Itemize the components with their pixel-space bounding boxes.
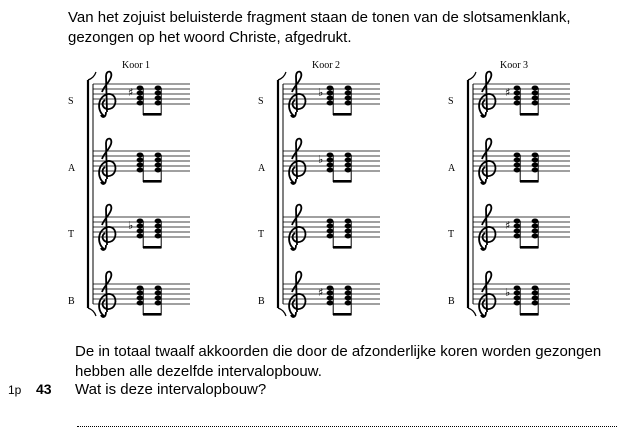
accidental-icon: ♯ (128, 86, 134, 99)
context-line-1: De in totaal twaalf akkoorden die door de afzonderlijke koren worden gezongen (75, 343, 602, 360)
voice-label-b-2: B (258, 296, 265, 307)
accidental-icon: ♯ (318, 286, 324, 299)
voice-label-a-3: A (448, 163, 456, 174)
accidental-icon: ♭ (318, 153, 324, 166)
question-row (0, 381, 631, 401)
question-context (75, 342, 625, 382)
voice-label-s-1: S (68, 96, 74, 107)
voice-label-b-3: B (448, 296, 455, 307)
voice-label-t-2: T (258, 229, 265, 240)
voice-label-t-1: T (68, 229, 75, 240)
chord-notes (327, 286, 352, 316)
music-score (0, 58, 631, 320)
voice-label-a-1: A (68, 163, 76, 174)
choir-title-1: Koor 1 (122, 60, 151, 71)
accidental-icon: ♯ (505, 86, 511, 99)
chord-notes (137, 286, 162, 316)
intro-text (68, 8, 628, 48)
chord-notes (514, 219, 539, 249)
intro-line-1: Van het zojuist beluisterde fragment staan de tonen van de slotsamenklank, (68, 9, 571, 26)
chord-notes (137, 86, 162, 116)
chord-notes (137, 219, 162, 249)
chord-notes (137, 153, 162, 183)
chord-notes (514, 286, 539, 316)
question-text: Wat is deze intervalopbouw? (75, 381, 267, 398)
accidental-icon: ♭ (505, 286, 511, 299)
chord-notes (327, 86, 352, 116)
chord-notes (327, 153, 352, 183)
accidental-icon: ♯ (505, 219, 511, 232)
staff-systems (88, 72, 570, 317)
question-points: 1p (8, 383, 22, 397)
voice-label-s-3: S (448, 96, 454, 107)
question-number: 43 (36, 381, 52, 397)
answer-line[interactable] (77, 426, 617, 427)
accidental-icon: ♭ (128, 219, 134, 232)
accidental-icon: ♭ (318, 86, 324, 99)
context-line-2: hebben alle dezelfde intervalopbouw. (75, 363, 322, 380)
chord-notes (514, 86, 539, 116)
voice-label-a-2: A (258, 163, 266, 174)
voice-label-s-2: S (258, 96, 264, 107)
chord-notes (514, 153, 539, 183)
choir-title-2: Koor 2 (312, 60, 341, 71)
choir-title-3: Koor 3 (500, 60, 529, 71)
voice-label-b-1: B (68, 296, 75, 307)
intro-line-2: gezongen op het woord Christe, afgedrukt. (68, 29, 352, 46)
chord-notes (327, 219, 352, 249)
voice-label-t-3: T (448, 229, 455, 240)
